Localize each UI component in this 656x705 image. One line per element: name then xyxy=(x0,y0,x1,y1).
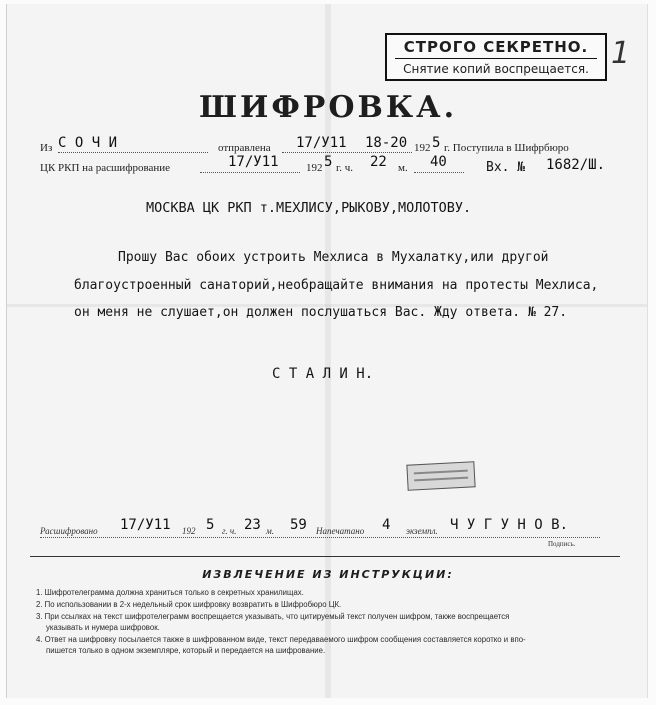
instruction-4-cont: пишется только в одном экземпляре, который и передается на шифрование. xyxy=(46,646,326,655)
page-number-mark: 1 xyxy=(611,36,631,71)
clerk-name: Ч У Г У Н О В. xyxy=(450,517,569,533)
decoded-year-prefix: 192 xyxy=(182,526,196,536)
secret-divider xyxy=(395,58,597,59)
decode-label: ЦК РКП на расшифрование xyxy=(40,162,171,174)
secret-title: СТРОГО СЕКРЕТНО. xyxy=(403,38,589,56)
min-dotted-line xyxy=(414,172,464,173)
decode-dotted-line xyxy=(200,172,300,173)
sent-dotted-line xyxy=(282,152,412,153)
instruction-3-cont: указывать и нумера шифровок. xyxy=(46,623,160,632)
sent-time: 18-20 xyxy=(365,135,408,151)
sent-date: 17/У11 xyxy=(296,135,347,151)
signature-label: Подпись. xyxy=(548,540,576,548)
instruction-3: 3. При ссылках на текст шифротелеграмм воспрещается указывать, что цитируемый текст получен шифром, также воспрещается xyxy=(36,612,510,621)
body-line-3: он меня не слушает,он должен послушаться Вас. Жду ответа. № 27. xyxy=(74,305,568,320)
instruction-1: 1. Шифротелеграмма должна храниться только в секретных хранилищах. xyxy=(36,588,304,597)
decoded-hour-value: 23 xyxy=(244,517,261,533)
decoded-date: 17/У11 xyxy=(120,517,171,533)
received-label: г. Поступила в Шифрбюро xyxy=(444,142,569,154)
decoded-year-digit: 5 xyxy=(206,517,215,533)
decode-year-digit: 5 xyxy=(324,154,333,170)
from-value: С О Ч И xyxy=(58,135,118,151)
stamp-line xyxy=(414,477,468,482)
decode-min-value: 40 xyxy=(430,154,447,170)
incoming-label: Вх. № xyxy=(486,160,526,175)
signature: С Т А Л И Н. xyxy=(272,366,374,382)
archive-stamp xyxy=(406,461,475,491)
decoded-label: Расшифровано xyxy=(40,526,98,536)
instruction-4: 4. Ответ на шифровку посылается также в шифрованном виде, текст передаваемого шифром сообщения составляется коротко и впо- xyxy=(36,635,526,644)
document-title: ШИФРОВКА. xyxy=(198,90,458,125)
copies-label: экземпл. xyxy=(406,526,438,536)
secret-stamp-box xyxy=(385,33,607,81)
printed-label: Напечатано xyxy=(316,526,365,536)
from-dotted-line xyxy=(58,152,208,153)
secret-subtitle: Снятие копий воспрещается. xyxy=(403,62,589,76)
instruction-2: 2. По использовании в 2-х недельный срок шифровку возвратить в Шифробюро ЦК. xyxy=(36,600,342,609)
sent-label: отправлена xyxy=(218,142,271,154)
incoming-number: 1682/Ш. xyxy=(546,157,606,173)
from-label: Из xyxy=(40,142,53,154)
sent-year-digit: 5 xyxy=(432,135,441,151)
stamp-line xyxy=(414,470,468,475)
sent-year-prefix: 192 xyxy=(414,142,431,154)
decode-min-label: м. xyxy=(398,162,408,174)
decode-date: 17/У11 xyxy=(228,154,279,170)
body-line-1: Прошу Вас обоих устроить Мехлиса в Мухалатку,или другой xyxy=(118,250,549,265)
body-line-2: благоустроенный санаторий,необращайте внимания на протесты Мехлиса, xyxy=(74,278,599,293)
decode-hour-value: 22 xyxy=(370,154,387,170)
addressee-line: МОСКВА ЦК РКП т.МЕХЛИСУ,РЫКОВУ,МОЛОТОВУ. xyxy=(146,200,472,216)
instructions-heading: ИЗВЛЕЧЕНИЕ ИЗ ИНСТРУКЦИИ: xyxy=(202,568,454,581)
decoded-min-value: 59 xyxy=(290,517,307,533)
footer-dotted-line xyxy=(40,537,600,538)
instructions-divider xyxy=(30,556,620,557)
decoded-hour-label: г. ч. xyxy=(222,526,237,536)
decode-year-prefix: 192 xyxy=(306,162,323,174)
decode-hour-label: г. ч. xyxy=(336,162,354,174)
printed-value: 4 xyxy=(382,517,391,533)
decoded-min-label: м. xyxy=(266,526,274,536)
